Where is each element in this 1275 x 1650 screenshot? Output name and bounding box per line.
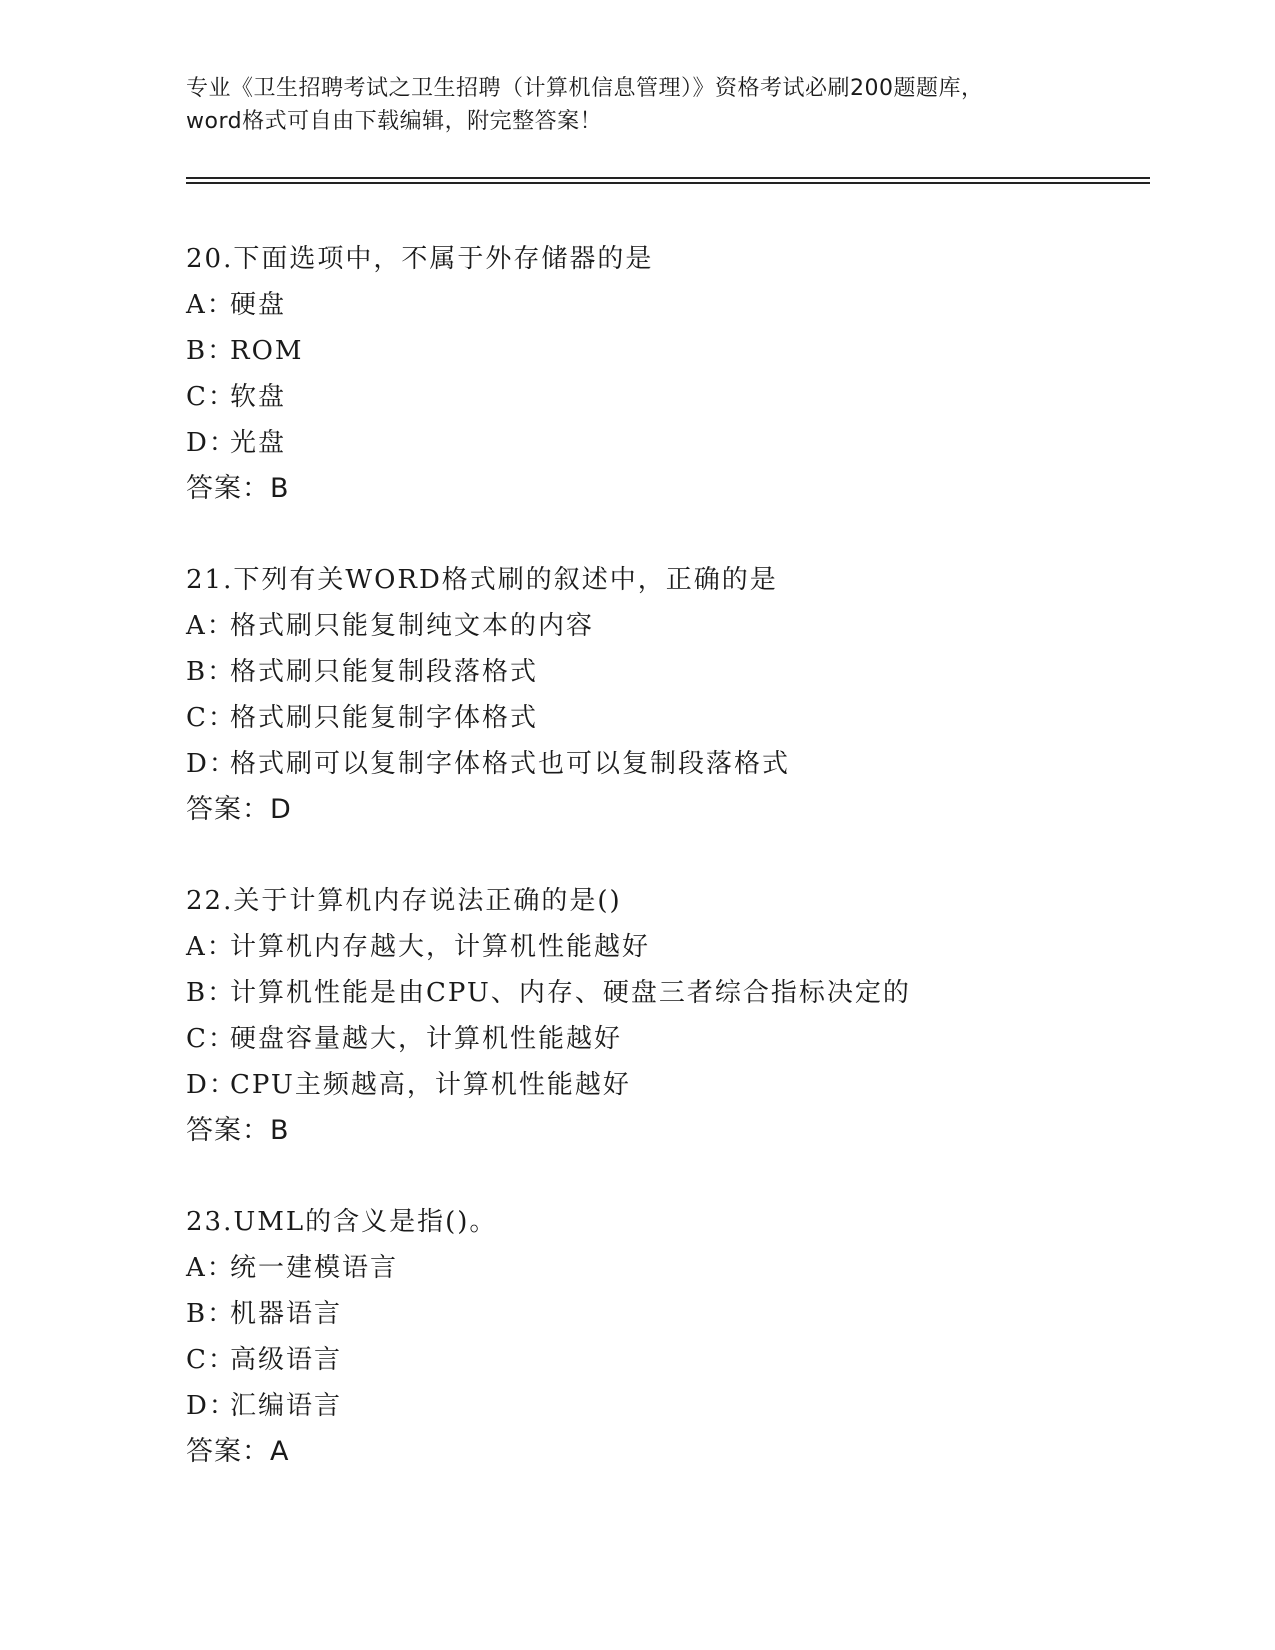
option-text: 计算机内存越大，计算机性能越好 [230,932,651,962]
option-text: 格式刷只能复制字体格式 [230,703,539,733]
option-b [186,649,1146,695]
option-text: 硬盘 [230,290,287,320]
option-a [186,603,1146,649]
option-text: 汇编语言 [230,1391,343,1421]
option-text: 硬盘容量越大，计算机性能越好 [230,1024,623,1054]
question-list [186,236,1146,1520]
question-stem: 20.下面选项中，不属于外存储器的是 [186,244,654,274]
option-d [186,420,1146,466]
header-divider-top [186,177,1150,179]
option-text: 机器语言 [230,1299,343,1329]
option-letter: D： [186,1070,237,1100]
option-text: 格式刷可以复制字体格式也可以复制段落格式 [230,749,791,779]
option-d [186,1062,1146,1108]
option-letter: A： [186,1253,235,1283]
option-letter: A： [186,290,235,320]
option-letter: A： [186,611,235,641]
option-letter: B： [186,1299,236,1329]
option-text: 高级语言 [230,1345,343,1375]
answer: 答案：B [186,473,290,504]
option-c [186,1337,1146,1383]
option-letter: D： [186,428,237,458]
option-a [186,1245,1146,1291]
option-text: 软盘 [230,382,287,412]
answer: 答案：B [186,1115,290,1146]
option-letter: D： [186,1391,237,1421]
option-a [186,282,1146,328]
question-20 [186,236,1146,557]
option-letter: C： [186,1345,236,1375]
header-divider-bottom [186,182,1150,184]
option-letter: C： [186,382,236,412]
option-c [186,1016,1146,1062]
option-d [186,741,1146,787]
option-d [186,1383,1146,1429]
option-letter: B： [186,657,236,687]
option-b [186,970,1146,1016]
option-text: CPU主频越高，计算机性能越好 [230,1070,631,1100]
question-stem: 22.关于计算机内存说法正确的是() [186,886,622,916]
option-c [186,374,1146,420]
option-a [186,924,1146,970]
option-text: 统一建模语言 [230,1253,399,1283]
option-letter: A： [186,932,235,962]
question-22 [186,878,1146,1199]
option-letter: D： [186,749,237,779]
answer: 答案：A [186,1436,290,1467]
option-letter: B： [186,336,236,366]
option-text: 计算机性能是由CPU、内存、硬盘三者综合指标决定的 [230,978,911,1008]
option-text: 格式刷只能复制纯文本的内容 [230,611,595,641]
header-line-2: word格式可自由下载编辑，附完整答案！ [186,109,603,134]
answer: 答案：D [186,794,292,825]
option-letter: C： [186,1024,236,1054]
question-stem: 23.UML的含义是指()。 [186,1207,498,1237]
option-c [186,695,1146,741]
option-text: ROM [230,336,304,366]
question-stem: 21.下列有关WORD格式刷的叙述中，正确的是 [186,565,778,595]
option-b [186,328,1146,374]
question-23 [186,1199,1146,1520]
option-text: 光盘 [230,428,287,458]
option-letter: B： [186,978,236,1008]
document-header [186,72,1086,138]
question-21 [186,557,1146,878]
option-b [186,1291,1146,1337]
option-text: 格式刷只能复制段落格式 [230,657,539,687]
option-letter: C： [186,703,236,733]
header-line-1: 专业《卫生招聘考试之卫生招聘（计算机信息管理）》资格考试必刷200题题库， [186,76,984,101]
